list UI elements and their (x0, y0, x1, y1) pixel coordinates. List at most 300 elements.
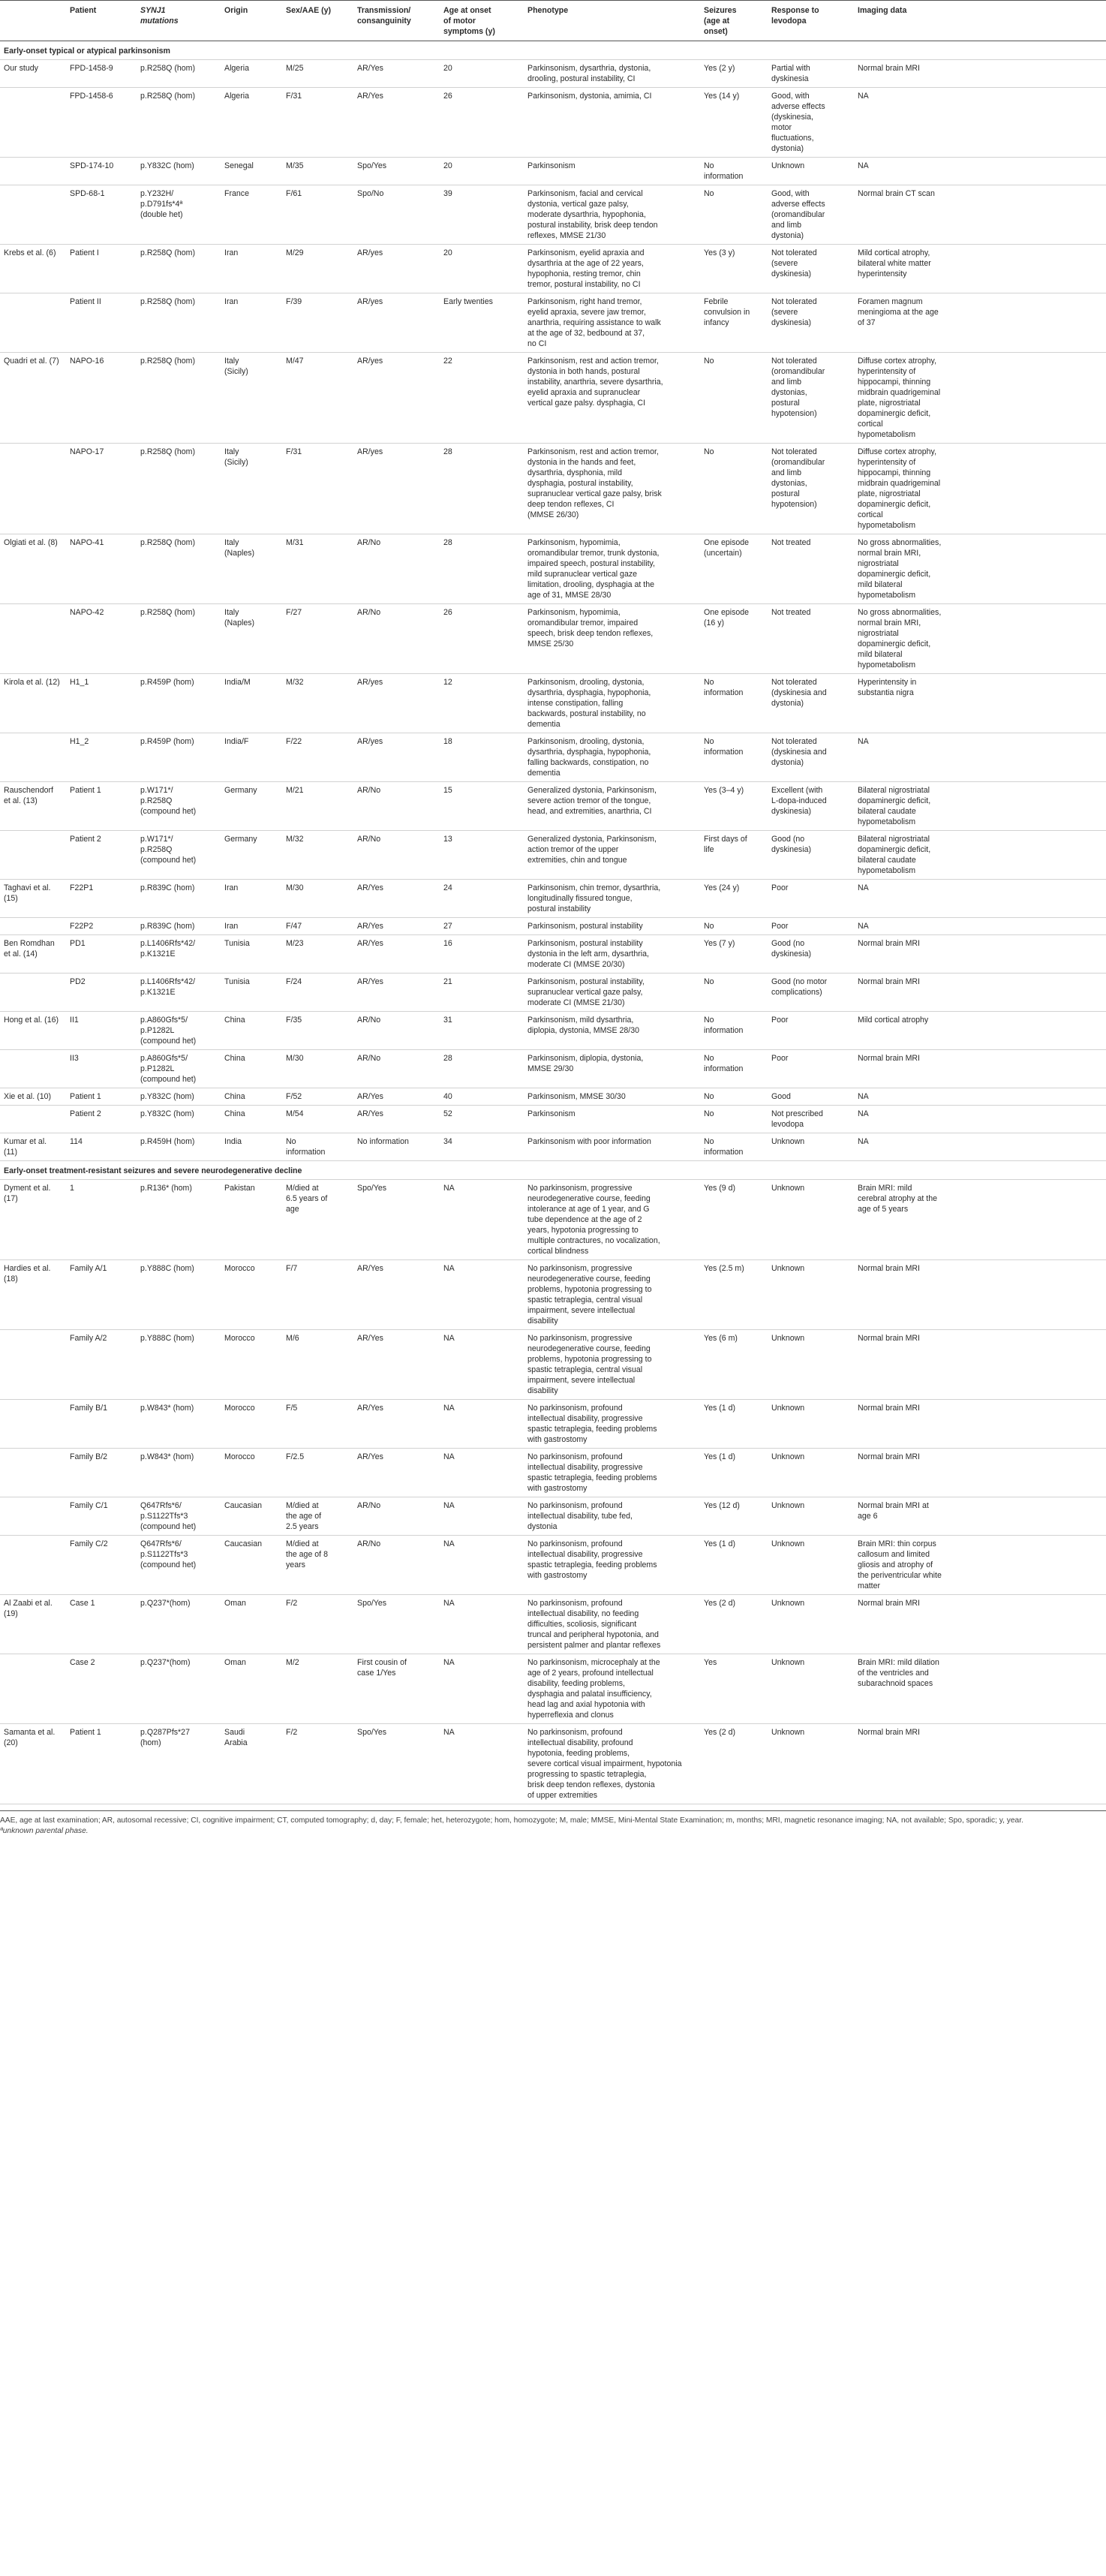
cell-study: Xie et al. (10) (0, 1088, 66, 1106)
cell-levodopa-response: Good (no motor complications) (768, 974, 854, 1012)
cell-origin: Saudi Arabia (221, 1724, 282, 1804)
cell-study (0, 1654, 66, 1724)
cell-phenotype: No parkinsonism, progressive neurodegenerative course, feeding intolerance at age of 1 year, and G tube dependence at the age of 2 years, hypotonia progressing to multiple contractures, no vocalization, cortical blindness (524, 1180, 700, 1260)
table-row (0, 534, 1106, 604)
cell-patient: Case 2 (66, 1654, 137, 1724)
cell-seizures: First days of life (700, 831, 768, 880)
cell-imaging: Normal brain MRI (854, 1260, 1106, 1330)
cell-phenotype: Parkinsonism, rest and action tremor, dystonia in the hands and feet, dysarthria, dysphonia, mild dysphagia, postural instability, supranuclear vertical gaze palsy, brisk deep tendon reflexes, CI (MMSE 26/30) (524, 444, 700, 534)
cell-sex-aae: F/52 (282, 1088, 353, 1106)
cell-phenotype: Parkinsonism, postural instability dystonia in the left arm, dysarthria, moderate CI (MMSE 20/30) (524, 935, 700, 974)
cell-mutation: p.A860Gfs*5/ p.P1282L (compound het) (137, 1012, 221, 1050)
cell-phenotype: No parkinsonism, profound intellectual disability, progressive spastic tetraplegia, feeding problems with gastrostomy (524, 1400, 700, 1449)
cell-origin: Iran (221, 245, 282, 293)
cell-transmission: AR/No (353, 1497, 440, 1536)
cell-imaging: Normal brain MRI (854, 1449, 1106, 1497)
cell-origin: Italy (Sicily) (221, 444, 282, 534)
cell-seizures: Yes (24 y) (700, 880, 768, 918)
cell-phenotype: Parkinsonism, postural instability, supranuclear vertical gaze palsy, moderate CI (MMSE 21/30) (524, 974, 700, 1012)
cell-transmission: AR/yes (353, 293, 440, 353)
cell-transmission: AR/Yes (353, 880, 440, 918)
table-header (0, 1, 1106, 41)
cell-levodopa-response: Not tolerated (oromandibular and limb dystonias, postural hypotension) (768, 444, 854, 534)
cell-imaging: NA (854, 1133, 1106, 1161)
cell-patient: 114 (66, 1133, 137, 1161)
cell-sex-aae: F/31 (282, 444, 353, 534)
cell-levodopa-response: Not tolerated (severe dyskinesia) (768, 245, 854, 293)
cell-phenotype: Parkinsonism with poor information (524, 1133, 700, 1161)
cell-mutation: p.W843* (hom) (137, 1449, 221, 1497)
cell-study: Samanta et al. (20) (0, 1724, 66, 1804)
cell-age-onset: NA (440, 1724, 524, 1804)
cell-phenotype: No parkinsonism, profound intellectual disability, tube fed, dystonia (524, 1497, 700, 1536)
cell-transmission: AR/Yes (353, 1330, 440, 1400)
cell-imaging: NA (854, 1106, 1106, 1133)
table-row (0, 1536, 1106, 1595)
cell-sex-aae: F/47 (282, 918, 353, 935)
table-row (0, 293, 1106, 353)
cell-origin: China (221, 1050, 282, 1088)
cell-study: Quadri et al. (7) (0, 353, 66, 444)
table-row (0, 1595, 1106, 1654)
cell-mutation: p.R459P (hom) (137, 674, 221, 733)
cell-study (0, 1449, 66, 1497)
cell-transmission: Spo/Yes (353, 1180, 440, 1260)
cell-imaging: Mild cortical atrophy (854, 1012, 1106, 1050)
cell-levodopa-response: Unknown (768, 1497, 854, 1536)
header-patient: Patient (66, 1, 137, 41)
cell-study: Ben Romdhan et al. (14) (0, 935, 66, 974)
cell-mutation: p.W171*/ p.R258Q (compound het) (137, 782, 221, 831)
table-row (0, 1012, 1106, 1050)
cell-sex-aae: F/5 (282, 1400, 353, 1449)
cell-transmission: AR/Yes (353, 1260, 440, 1330)
cell-age-onset: 21 (440, 974, 524, 1012)
cell-patient: NAPO-16 (66, 353, 137, 444)
cell-mutation: p.Y888C (hom) (137, 1260, 221, 1330)
table-row (0, 60, 1106, 88)
cell-imaging: NA (854, 158, 1106, 185)
cell-age-onset: NA (440, 1449, 524, 1497)
cell-transmission: Spo/Yes (353, 1595, 440, 1654)
cell-seizures: Yes (700, 1654, 768, 1724)
cell-sex-aae: M/32 (282, 674, 353, 733)
section-title: Early-onset treatment-resistant seizures and severe neurodegenerative decline (0, 1161, 1106, 1180)
cell-mutation: p.R258Q (hom) (137, 534, 221, 604)
cell-mutation: p.Y232H/ p.D791fs*4ª (double het) (137, 185, 221, 245)
cell-transmission: AR/No (353, 782, 440, 831)
table-row (0, 1088, 1106, 1106)
table-row (0, 674, 1106, 733)
cell-seizures: Yes (12 d) (700, 1497, 768, 1536)
cell-age-onset: 13 (440, 831, 524, 880)
cell-patient: Family A/1 (66, 1260, 137, 1330)
cell-mutation: p.W171*/ p.R258Q (compound het) (137, 831, 221, 880)
cell-levodopa-response: Poor (768, 918, 854, 935)
table-row (0, 1106, 1106, 1133)
cell-transmission: Spo/No (353, 185, 440, 245)
cell-origin: Caucasian (221, 1536, 282, 1595)
cell-patient: FPD-1458-9 (66, 60, 137, 88)
cell-age-onset: NA (440, 1497, 524, 1536)
header-mutations-text: SYNJ1 mutations (140, 6, 179, 26)
cell-imaging: NA (854, 1088, 1106, 1106)
cell-seizures: No (700, 1088, 768, 1106)
table-row (0, 88, 1106, 158)
cell-phenotype: Generalized dystonia, Parkinsonism, severe action tremor of the tongue, head, and extremities, anarthria, CI (524, 782, 700, 831)
cell-mutation: p.L1406Rfs*42/ p.K1321E (137, 935, 221, 974)
cell-patient: II3 (66, 1050, 137, 1088)
cell-levodopa-response: Poor (768, 1012, 854, 1050)
cell-phenotype: Parkinsonism, MMSE 30/30 (524, 1088, 700, 1106)
cell-age-onset: 22 (440, 353, 524, 444)
cell-study: Olgiati et al. (8) (0, 534, 66, 604)
cell-age-onset: 27 (440, 918, 524, 935)
cell-origin: Tunisia (221, 935, 282, 974)
cell-study (0, 1050, 66, 1088)
cell-transmission: AR/yes (353, 674, 440, 733)
cell-origin: India/F (221, 733, 282, 782)
cell-age-onset: 26 (440, 88, 524, 158)
table-row (0, 1449, 1106, 1497)
cell-patient: NAPO-42 (66, 604, 137, 674)
cell-study: Dyment et al. (17) (0, 1180, 66, 1260)
table-row (0, 1180, 1106, 1260)
table-row (0, 1133, 1106, 1161)
cell-patient: Patient 1 (66, 1724, 137, 1804)
cell-transmission: AR/No (353, 1536, 440, 1595)
cell-sex-aae: M/54 (282, 1106, 353, 1133)
cell-imaging: Brain MRI: thin corpus callosum and limited gliosis and atrophy of the periventricular white matter (854, 1536, 1106, 1595)
cell-age-onset: 28 (440, 534, 524, 604)
header-sex-aae: Sex/AAE (y) (282, 1, 353, 41)
cell-origin: Italy (Naples) (221, 534, 282, 604)
footnote-note: ªunknown parental phase. (0, 1826, 89, 1835)
cell-levodopa-response: Unknown (768, 1724, 854, 1804)
table-row (0, 831, 1106, 880)
cell-seizures: No information (700, 674, 768, 733)
cell-phenotype: Parkinsonism, hypomimia, oromandibular tremor, trunk dystonia, impaired speech, postural instability, mild supranuclear vertical gaze limitation, drooling, dysphagia at the age of 31, MMSE 28/30 (524, 534, 700, 604)
cell-patient: SPD-68-1 (66, 185, 137, 245)
cell-levodopa-response: Unknown (768, 158, 854, 185)
cell-seizures: Yes (1 d) (700, 1400, 768, 1449)
cell-transmission: First cousin of case 1/Yes (353, 1654, 440, 1724)
cell-study (0, 974, 66, 1012)
cell-origin: India/M (221, 674, 282, 733)
cell-seizures: No (700, 353, 768, 444)
cell-age-onset: Early twenties (440, 293, 524, 353)
cell-patient: II1 (66, 1012, 137, 1050)
cell-mutation: Q647Rfs*6/ p.S1122Tfs*3 (compound het) (137, 1497, 221, 1536)
cell-patient: NAPO-41 (66, 534, 137, 604)
cell-imaging: Normal brain MRI (854, 1050, 1106, 1088)
cell-seizures: Yes (14 y) (700, 88, 768, 158)
cell-patient: H1_1 (66, 674, 137, 733)
cell-imaging: Hyperintensity in substantia nigra (854, 674, 1106, 733)
cell-study: Al Zaabi et al. (19) (0, 1595, 66, 1654)
cell-levodopa-response: Unknown (768, 1400, 854, 1449)
cell-imaging: NA (854, 880, 1106, 918)
cell-study (0, 88, 66, 158)
cell-levodopa-response: Unknown (768, 1595, 854, 1654)
cell-seizures: No (700, 974, 768, 1012)
table-row (0, 782, 1106, 831)
cell-imaging: Brain MRI: mild dilation of the ventricles and subarachnoid spaces (854, 1654, 1106, 1724)
cell-origin: China (221, 1106, 282, 1133)
cell-phenotype: Parkinsonism, drooling, dystonia, dysarthria, dysphagia, hypophonia, intense constipation, falling backwards, postural instability, no dementia (524, 674, 700, 733)
cell-phenotype: Generalized dystonia, Parkinsonism, action tremor of the upper extremities, chin and tongue (524, 831, 700, 880)
table-row (0, 1654, 1106, 1724)
cell-seizures: Yes (1 d) (700, 1536, 768, 1595)
cell-levodopa-response: Not prescribed levodopa (768, 1106, 854, 1133)
cell-mutation: p.Y888C (hom) (137, 1330, 221, 1400)
cell-mutation: p.R258Q (hom) (137, 444, 221, 534)
cell-transmission: AR/No (353, 831, 440, 880)
cell-seizures: Yes (2 y) (700, 60, 768, 88)
cell-imaging: Normal brain MRI (854, 1330, 1106, 1400)
cell-age-onset: NA (440, 1654, 524, 1724)
cell-levodopa-response: Unknown (768, 1260, 854, 1330)
cell-seizures: Yes (2.5 m) (700, 1260, 768, 1330)
cell-age-onset: NA (440, 1400, 524, 1449)
table-row (0, 1497, 1106, 1536)
cell-patient: H1_2 (66, 733, 137, 782)
cell-study (0, 293, 66, 353)
cell-phenotype: Parkinsonism, chin tremor, dysarthria, longitudinally fissured tongue, postural instability (524, 880, 700, 918)
cell-age-onset: NA (440, 1536, 524, 1595)
cell-origin: Italy (Sicily) (221, 353, 282, 444)
header-origin: Origin (221, 1, 282, 41)
cell-age-onset: NA (440, 1180, 524, 1260)
cell-phenotype: No parkinsonism, microcephaly at the age of 2 years, profound intellectual disability, feeding problems, dysphagia and palatal insufficiency, head lag and axial hypotonia with hyperreflexia and clonus (524, 1654, 700, 1724)
header-seizures: Seizures (age at onset) (700, 1, 768, 41)
cell-levodopa-response: Not treated (768, 604, 854, 674)
cell-age-onset: 20 (440, 245, 524, 293)
cell-mutation: p.L1406Rfs*42/ p.K1321E (137, 974, 221, 1012)
table-row (0, 974, 1106, 1012)
cell-levodopa-response: Unknown (768, 1654, 854, 1724)
cell-imaging: Bilateral nigrostriatal dopaminergic deficit, bilateral caudate hypometabolism (854, 782, 1106, 831)
header-phenotype: Phenotype (524, 1, 700, 41)
cell-seizures: Yes (6 m) (700, 1330, 768, 1400)
cell-sex-aae: M/21 (282, 782, 353, 831)
cell-study (0, 604, 66, 674)
cell-study (0, 1330, 66, 1400)
cell-patient: Patient I (66, 245, 137, 293)
cell-seizures: Yes (7 y) (700, 935, 768, 974)
cell-sex-aae: F/7 (282, 1260, 353, 1330)
cell-phenotype: Parkinsonism, eyelid apraxia and dysarthria at the age of 22 years, hypophonia, resting tremor, chin tremor, postural instability, no CI (524, 245, 700, 293)
cell-origin: Tunisia (221, 974, 282, 1012)
table-row (0, 935, 1106, 974)
cell-study: Our study (0, 60, 66, 88)
cell-mutation: p.R258Q (hom) (137, 353, 221, 444)
cell-levodopa-response: Good, with adverse effects (dyskinesia, motor fluctuations, dystonia) (768, 88, 854, 158)
cell-study (0, 1106, 66, 1133)
cell-origin: Caucasian (221, 1497, 282, 1536)
cell-patient: NAPO-17 (66, 444, 137, 534)
table-row (0, 444, 1106, 534)
cell-seizures: No (700, 918, 768, 935)
cell-study (0, 1400, 66, 1449)
cell-patient: Family C/1 (66, 1497, 137, 1536)
cell-imaging: NA (854, 88, 1106, 158)
cell-study: Kirola et al. (12) (0, 674, 66, 733)
cell-mutation: p.Q237*(hom) (137, 1595, 221, 1654)
cell-age-onset: 40 (440, 1088, 524, 1106)
cell-transmission: AR/No (353, 534, 440, 604)
cell-imaging: Mild cortical atrophy, bilateral white matter hyperintensity (854, 245, 1106, 293)
cell-age-onset: 15 (440, 782, 524, 831)
cell-study (0, 444, 66, 534)
table-row (0, 1050, 1106, 1088)
cell-age-onset: 39 (440, 185, 524, 245)
table-row (0, 1400, 1106, 1449)
cell-age-onset: 26 (440, 604, 524, 674)
cell-imaging: No gross abnormalities, normal brain MRI, nigrostriatal dopaminergic deficit, mild bilateral hypometabolism (854, 534, 1106, 604)
cell-sex-aae: M/6 (282, 1330, 353, 1400)
cell-mutation: Q647Rfs*6/ p.S1122Tfs*3 (compound het) (137, 1536, 221, 1595)
cell-sex-aae: No information (282, 1133, 353, 1161)
section-title: Early-onset typical or atypical parkinsonism (0, 41, 1106, 60)
cell-age-onset: 31 (440, 1012, 524, 1050)
cell-origin: Italy (Naples) (221, 604, 282, 674)
cell-transmission: AR/Yes (353, 1088, 440, 1106)
cell-phenotype: No parkinsonism, profound intellectual disability, progressive spastic tetraplegia, feeding problems with gastrostomy (524, 1536, 700, 1595)
cell-mutation: p.R258Q (hom) (137, 88, 221, 158)
cell-age-onset: NA (440, 1595, 524, 1654)
cell-study (0, 918, 66, 935)
cell-seizures: No information (700, 158, 768, 185)
cell-transmission: No information (353, 1133, 440, 1161)
cell-mutation: p.R839C (hom) (137, 880, 221, 918)
cell-age-onset: 12 (440, 674, 524, 733)
cell-imaging: Normal brain MRI (854, 1595, 1106, 1654)
cell-levodopa-response: Unknown (768, 1180, 854, 1260)
cell-levodopa-response: Unknown (768, 1133, 854, 1161)
cell-phenotype: No parkinsonism, progressive neurodegenerative course, feeding problems, hypotonia progressing to spastic tetraplegia, central visual impairment, severe intellectual disability (524, 1260, 700, 1330)
cell-patient: Family B/1 (66, 1400, 137, 1449)
cell-seizures: No information (700, 1050, 768, 1088)
cell-patient: PD2 (66, 974, 137, 1012)
cell-age-onset: NA (440, 1330, 524, 1400)
cell-sex-aae: F/61 (282, 185, 353, 245)
cell-study: Hardies et al. (18) (0, 1260, 66, 1330)
cell-patient: PD1 (66, 935, 137, 974)
cell-origin: Oman (221, 1595, 282, 1654)
cell-age-onset: 16 (440, 935, 524, 974)
cell-levodopa-response: Good, with adverse effects (oromandibular and limb dystonia) (768, 185, 854, 245)
cell-phenotype: No parkinsonism, profound intellectual disability, profound hypotonia, feeding problems, severe cortical visual impairment, hypotonia progressing to spastic tetraplegia, brisk deep tendon reflexes, dystonia of upper extremities (524, 1724, 700, 1804)
cell-phenotype: Parkinsonism, mild dysarthria, diplopia, dystonia, MMSE 28/30 (524, 1012, 700, 1050)
cell-patient: FPD-1458-6 (66, 88, 137, 158)
cell-transmission: AR/yes (353, 353, 440, 444)
cell-transmission: AR/Yes (353, 60, 440, 88)
cell-study (0, 185, 66, 245)
cell-patient: Patient 2 (66, 831, 137, 880)
cell-seizures: No information (700, 733, 768, 782)
cell-study (0, 1497, 66, 1536)
cell-imaging: Normal brain MRI at age 6 (854, 1497, 1106, 1536)
cell-imaging: Bilateral nigrostriatal dopaminergic deficit, bilateral caudate hypometabolism (854, 831, 1106, 880)
cell-levodopa-response: Excellent (with L-dopa-induced dyskinesia) (768, 782, 854, 831)
cell-phenotype: Parkinsonism, diplopia, dystonia, MMSE 29/30 (524, 1050, 700, 1088)
cell-study: Taghavi et al. (15) (0, 880, 66, 918)
cell-patient: Patient 1 (66, 782, 137, 831)
cell-transmission: Spo/Yes (353, 1724, 440, 1804)
cell-seizures: No information (700, 1133, 768, 1161)
table-row (0, 1330, 1106, 1400)
cell-levodopa-response: Good (no dyskinesia) (768, 831, 854, 880)
cell-sex-aae: F/31 (282, 88, 353, 158)
cell-transmission: Spo/Yes (353, 158, 440, 185)
cell-sex-aae: M/31 (282, 534, 353, 604)
cell-origin: China (221, 1012, 282, 1050)
table-row (0, 918, 1106, 935)
cell-imaging: Normal brain MRI (854, 935, 1106, 974)
cell-transmission: AR/yes (353, 444, 440, 534)
cell-age-onset: 18 (440, 733, 524, 782)
cell-sex-aae: F/2 (282, 1724, 353, 1804)
cell-patient: 1 (66, 1180, 137, 1260)
cell-transmission: AR/Yes (353, 1449, 440, 1497)
cell-study: Kumar et al. (11) (0, 1133, 66, 1161)
cell-patient: Patient 1 (66, 1088, 137, 1106)
cell-sex-aae: F/39 (282, 293, 353, 353)
cell-imaging: NA (854, 918, 1106, 935)
cell-seizures: One episode (16 y) (700, 604, 768, 674)
cell-transmission: AR/No (353, 604, 440, 674)
section-header (0, 1161, 1106, 1180)
cell-seizures: Yes (2 d) (700, 1595, 768, 1654)
cell-origin: Iran (221, 293, 282, 353)
cell-transmission: AR/Yes (353, 88, 440, 158)
cell-seizures: No (700, 1106, 768, 1133)
cell-sex-aae: F/22 (282, 733, 353, 782)
table-row (0, 158, 1106, 185)
cell-transmission: AR/Yes (353, 935, 440, 974)
cell-origin: Germany (221, 831, 282, 880)
cell-patient: SPD-174-10 (66, 158, 137, 185)
cell-sex-aae: M/died at the age of 2.5 years (282, 1497, 353, 1536)
cell-origin: Iran (221, 918, 282, 935)
cell-levodopa-response: Poor (768, 880, 854, 918)
header-mutations (137, 1, 221, 41)
cell-origin: Senegal (221, 158, 282, 185)
cell-phenotype: Parkinsonism, dystonia, amimia, CI (524, 88, 700, 158)
cell-origin: France (221, 185, 282, 245)
cell-mutation: p.R136* (hom) (137, 1180, 221, 1260)
cell-study (0, 158, 66, 185)
cell-seizures: No (700, 185, 768, 245)
table-row (0, 733, 1106, 782)
cell-mutation: p.R258Q (hom) (137, 60, 221, 88)
cell-sex-aae: F/35 (282, 1012, 353, 1050)
cell-age-onset: 20 (440, 158, 524, 185)
header-imaging: Imaging data (854, 1, 1106, 41)
section-header (0, 41, 1106, 60)
cell-age-onset: 34 (440, 1133, 524, 1161)
header-transmission: Transmission/ consanguinity (353, 1, 440, 41)
cell-sex-aae: M/47 (282, 353, 353, 444)
cell-sex-aae: M/died at 6.5 years of age (282, 1180, 353, 1260)
cell-phenotype: Parkinsonism, right hand tremor, eyelid apraxia, severe jaw tremor, anarthria, requiring assistance to walk at the age of 32, bedbound at 37, no CI (524, 293, 700, 353)
table-footnote (0, 1810, 1106, 1836)
cell-study (0, 831, 66, 880)
cell-imaging: Normal brain MRI (854, 974, 1106, 1012)
cell-transmission: AR/No (353, 1012, 440, 1050)
cell-origin: Algeria (221, 60, 282, 88)
